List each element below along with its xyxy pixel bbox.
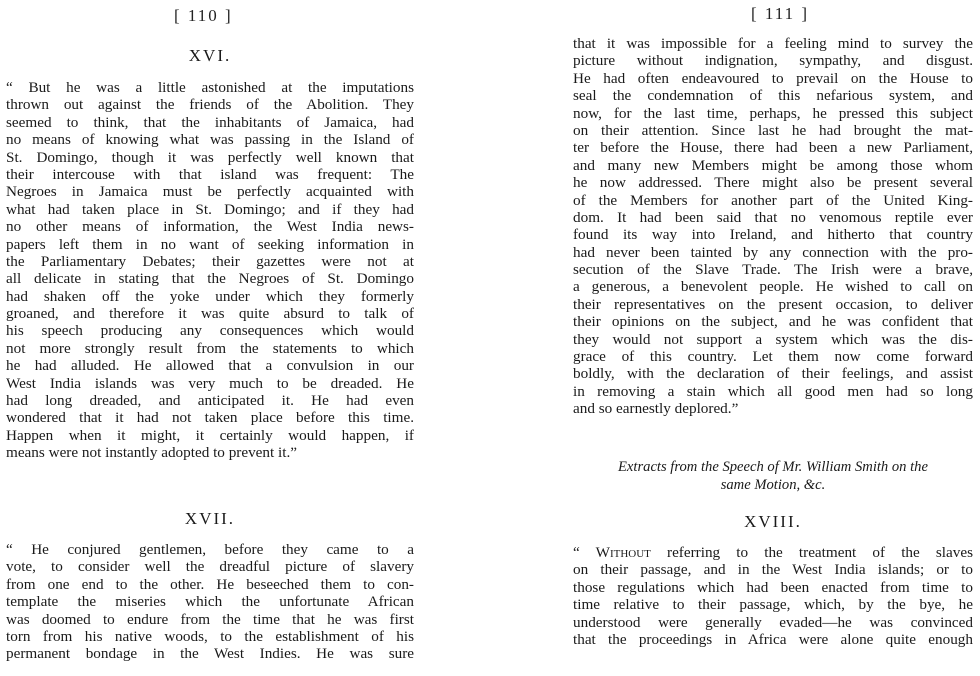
text-line: ter before the House, there had been a new Parliament, <box>573 139 973 157</box>
text-line: had never been tainted by any connection with the pro- <box>573 243 973 261</box>
text-line: that the proceedings in Africa were alone quite enough <box>573 630 973 648</box>
paragraph-xvii <box>6 541 414 663</box>
text-line: papers left them in no want of seeking information in <box>6 235 414 253</box>
text-line: wondered that it had not taken place before this time. <box>6 409 414 427</box>
text-line: grace of this country. Let them now come forward <box>573 348 973 366</box>
text-line: he had alluded. He allowed that a convulsion in our <box>6 357 414 375</box>
text-line: understood were generally evaded—he was convinced <box>573 613 973 631</box>
text-line: means were not instantly adopted to prevent it.” <box>6 444 298 462</box>
text-line: had shaken off the yoke under which they formerly <box>6 287 414 305</box>
text-line: secution of the Slave Trade. The Irish were a brave, <box>573 261 973 279</box>
text-line: on their attention. Since last he had brought the mat- <box>573 121 973 139</box>
text-line: his speech producing any consequences which would <box>6 322 414 340</box>
text-line: He had often endeavoured to prevail on the House to <box>573 69 973 87</box>
text-fragment: referring to the treatment of the slaves <box>650 544 974 561</box>
text-line: he now addressed. There might also be present several <box>573 174 973 192</box>
text-line: what had taken place in St. Domingo; and if they had <box>6 200 414 218</box>
text-line: permanent bondage in the West Indies. He was sure <box>6 645 414 663</box>
text-line: that it was impossible for a feeling mind to survey the <box>573 35 973 52</box>
text-line: now, for the last time, perhaps, he pressed this subject <box>573 104 973 122</box>
text-line: St. Domingo, though it was perfectly well known that <box>6 148 414 166</box>
text-line: vote, to consider well the dreadful picture of slavery <box>6 558 414 576</box>
text-line: on their passage, and in the West India islands; or to <box>573 561 973 579</box>
text-line: in removing a stain which all good men had so long <box>573 382 973 400</box>
text-line: “ But he was a little astonished at the imputations <box>6 79 414 96</box>
text-line: of the Members for another part of the United King- <box>573 191 973 209</box>
text-line-first <box>573 544 973 561</box>
text-line: time relative to their passage, which, by the bye, he <box>573 596 973 614</box>
page-number-right: [ 111 ] <box>751 4 810 23</box>
text-line: the Parliamentary Debates; their gazettes were not at <box>6 252 414 270</box>
text-line: found its way into Ireland, and hitherto that country <box>573 226 973 244</box>
paragraph-continuation <box>573 35 973 418</box>
text-line: from one end to the other. He beseeched them to con- <box>6 575 414 593</box>
text-line: their opinions on the subject, and he was confident that <box>573 313 973 331</box>
extract-caption <box>573 458 973 494</box>
drop-word: “ Without <box>573 544 651 561</box>
caption-line: Extracts from the Speech of Mr. William Smith on the <box>618 459 928 475</box>
text-line: template the miseries which the unfortunate African <box>6 593 414 611</box>
text-line: no means of knowing what was passing in the Island of <box>6 131 414 149</box>
paragraph-xviii <box>573 544 973 648</box>
text-line: Negroes in Jamaica must be perfectly acquainted with <box>6 183 414 201</box>
text-line: they would not support a system which was the dis- <box>573 330 973 348</box>
text-line: a generous, a benevolent people. He wished to call on <box>573 278 973 296</box>
text-line: was doomed to endure from the time that he was first <box>6 610 414 628</box>
text-line: West India islands was very much to be dreaded. He <box>6 374 414 392</box>
section-heading-xvi: XVI. <box>188 46 232 65</box>
page-number-left: [ 110 ] <box>174 6 233 25</box>
caption-line: same Motion, &c. <box>720 477 826 493</box>
text-line: no other means of information, the West India news- <box>6 218 414 236</box>
text-line: seemed to think, that the inhabitants of Jamaica, had <box>6 113 414 131</box>
text-line: those regulations which had been enacted from time to <box>573 578 973 596</box>
text-line: thrown out against the friends of the Abolition. They <box>6 96 414 114</box>
section-heading-xviii: XVIII. <box>744 512 802 531</box>
text-line: torn from his native woods, to the establishment of his <box>6 627 414 645</box>
text-line: all delicate in stating that the Negroes of St. Domingo <box>6 270 414 288</box>
text-line: and many new Members might be among those whom <box>573 156 973 174</box>
text-line: their intercouse with that island was frequent: The <box>6 165 414 183</box>
paragraph-xvi <box>6 79 414 462</box>
text-line: “ He conjured gentlemen, before they came to a <box>6 541 414 558</box>
text-line: their representatives on the present occasion, to deliver <box>573 295 973 313</box>
section-heading-xvii: XVII. <box>184 509 236 528</box>
text-line: and so earnestly deplored.” <box>573 400 739 418</box>
text-line: not more strongly result from the statements to which <box>6 339 414 357</box>
text-line: groaned, and therefore it was quite absurd to talk of <box>6 305 414 323</box>
text-line: had long dreaded, and anticipated it. He had even <box>6 392 414 410</box>
text-line: boldly, with the declaration of their feelings, and assist <box>573 365 973 383</box>
text-line: Happen when it might, it certainly would happen, if <box>6 426 414 444</box>
text-line: seal the condemnation of this nefarious system, and <box>573 87 973 105</box>
text-line: dom. It had been said that no venomous reptile ever <box>573 208 973 226</box>
text-line: picture without indignation, sympathy, and disgust. <box>573 52 973 70</box>
